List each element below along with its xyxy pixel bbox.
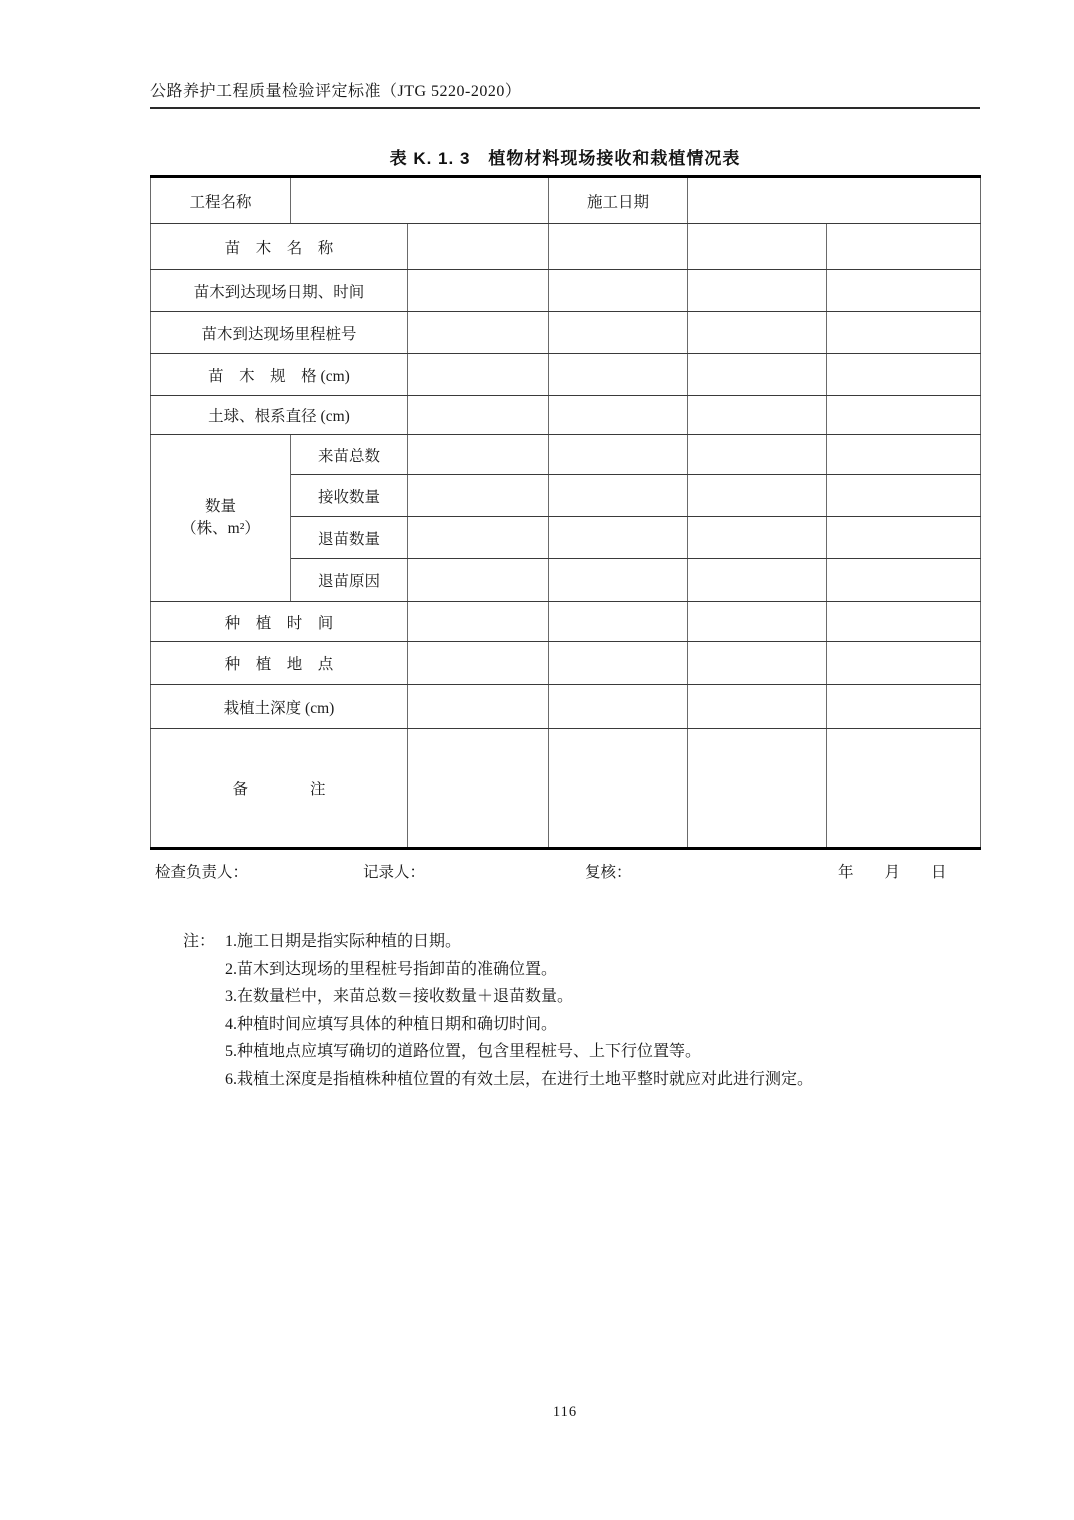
data-cell <box>827 312 981 354</box>
data-cell <box>688 435 827 475</box>
label-planting-time: 种 植 时 间 <box>151 602 408 642</box>
data-cell <box>688 224 827 270</box>
table-row <box>151 729 981 849</box>
data-cell <box>408 396 549 435</box>
table-row <box>151 270 981 312</box>
label-planting-soil-depth: 栽植土深度 (cm) <box>151 685 408 729</box>
page-number: 116 <box>552 1404 578 1420</box>
note-item: 6.栽植土深度是指植株种植位置的有效土层，在进行土地平整时就应对此进行测定。 <box>225 1070 814 1088</box>
data-cell <box>408 354 549 396</box>
label-remarks: 备 注 <box>151 729 408 849</box>
note-line <box>183 1011 903 1039</box>
data-cell <box>688 354 827 396</box>
data-cell <box>827 475 981 517</box>
data-cell <box>827 396 981 435</box>
data-cell <box>827 270 981 312</box>
data-cell <box>827 435 981 475</box>
table-title: 表 K. 1. 3 植物材料现场接收和栽植情况表 <box>389 149 741 168</box>
note-line <box>183 928 903 956</box>
data-cell <box>549 475 688 517</box>
data-cell <box>688 559 827 602</box>
data-cell <box>408 312 549 354</box>
note-line <box>183 983 903 1011</box>
reviewer-label: 复核： <box>585 864 632 881</box>
data-cell <box>688 396 827 435</box>
data-cell <box>408 517 549 559</box>
note-item: 4.种植时间应填写具体的种植日期和确切时间。 <box>225 1015 558 1033</box>
table-row <box>151 177 981 224</box>
label-arrival-stake-number: 苗木到达现场里程桩号 <box>151 312 408 354</box>
note-line <box>183 956 903 984</box>
data-cell <box>408 224 549 270</box>
data-cell <box>408 475 549 517</box>
value-construction-date <box>688 177 981 224</box>
header-standard-title: 公路养护工程质量检验评定标准（JTG 5220-2020） <box>150 83 522 100</box>
data-cell <box>549 685 688 729</box>
data-cell <box>549 270 688 312</box>
data-cell <box>549 435 688 475</box>
data-cell <box>408 642 549 685</box>
table-row <box>151 685 981 729</box>
quantity-label-line1: 数量 <box>204 497 236 515</box>
note-line <box>183 1038 903 1066</box>
data-cell <box>408 435 549 475</box>
data-cell <box>688 517 827 559</box>
data-cell <box>549 729 688 849</box>
value-project-name <box>291 177 549 224</box>
data-cell <box>827 729 981 849</box>
note-line <box>183 1066 903 1094</box>
label-seedling-name: 苗 木 名 称 <box>151 224 408 270</box>
data-cell <box>827 354 981 396</box>
label-planting-location: 种 植 地 点 <box>151 642 408 685</box>
recorder-label: 记录人： <box>363 864 426 881</box>
notes-section <box>183 928 903 1093</box>
data-cell <box>827 642 981 685</box>
data-cell <box>688 312 827 354</box>
document-header <box>150 78 980 109</box>
data-cell <box>688 270 827 312</box>
data-cell <box>827 559 981 602</box>
label-rootball-diameter: 土球、根系直径 (cm) <box>151 396 408 435</box>
note-item: 3.在数量栏中，来苗总数＝接收数量＋退苗数量。 <box>225 988 574 1005</box>
data-cell <box>408 685 549 729</box>
date-year-month-day-label: 年 月 日 <box>838 864 947 881</box>
table-row <box>151 354 981 396</box>
label-total-seedlings: 来苗总数 <box>291 435 408 475</box>
label-returned-quantity: 退苗数量 <box>291 517 408 559</box>
data-cell <box>549 602 688 642</box>
data-cell <box>827 602 981 642</box>
label-seedling-spec: 苗 木 规 格 (cm) <box>151 354 408 396</box>
plant-material-form-table <box>150 175 981 850</box>
data-cell <box>408 729 549 849</box>
data-cell <box>688 602 827 642</box>
table-row <box>151 312 981 354</box>
note-item: 5.种植地点应填写确切的道路位置，包含里程桩号、上下行位置等。 <box>225 1043 702 1060</box>
table-row <box>151 435 981 475</box>
note-item: 1.施工日期是指实际种植的日期。 <box>225 933 462 950</box>
quantity-label-line2: （株、m²） <box>181 520 260 537</box>
label-project-name: 工程名称 <box>151 177 291 224</box>
label-accepted-quantity: 接收数量 <box>291 475 408 517</box>
data-cell <box>549 517 688 559</box>
signature-row <box>150 856 980 888</box>
data-cell <box>688 642 827 685</box>
notes-prefix: 注： <box>183 933 216 950</box>
data-cell <box>688 475 827 517</box>
data-cell <box>408 270 549 312</box>
data-cell <box>827 685 981 729</box>
data-cell <box>688 729 827 849</box>
data-cell <box>688 685 827 729</box>
data-cell <box>549 354 688 396</box>
table-row <box>151 642 981 685</box>
table-row <box>151 396 981 435</box>
label-construction-date: 施工日期 <box>549 177 688 224</box>
note-item: 2.苗木到达现场的里程桩号指卸苗的准确位置。 <box>225 960 558 978</box>
table-row <box>151 602 981 642</box>
inspector-label: 检查负责人： <box>155 864 249 881</box>
data-cell <box>549 312 688 354</box>
label-arrival-date-time: 苗木到达现场日期、时间 <box>151 270 408 312</box>
data-cell <box>549 396 688 435</box>
data-cell <box>549 224 688 270</box>
table-row <box>151 224 981 270</box>
label-return-reason: 退苗原因 <box>291 559 408 602</box>
data-cell <box>408 559 549 602</box>
data-cell <box>549 559 688 602</box>
data-cell <box>827 224 981 270</box>
data-cell <box>827 517 981 559</box>
data-cell <box>549 642 688 685</box>
data-cell <box>408 602 549 642</box>
label-quantity-group <box>151 435 291 602</box>
